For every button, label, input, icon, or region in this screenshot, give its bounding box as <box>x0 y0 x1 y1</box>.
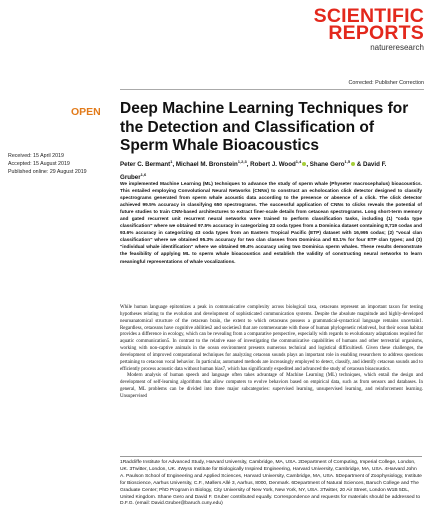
author-entry <box>250 161 306 168</box>
body-paragraph: Modern analysis of human speech and language often takes advantage of Machine Learning (ML) techniques, which entail the design and development of self-learning algorithms that allow computers to evolve behaviors based on empirical data, such as from sensors and databases. In general, ML problems can be divided into three major subcategories: supervised learning, unsupervised learning, and reinforcement learning. Unsupervised <box>120 373 423 399</box>
header-divider <box>120 89 424 90</box>
orcid-icon[interactable] <box>351 162 355 166</box>
correction-notice[interactable]: Corrected: Publisher Correction <box>348 80 424 86</box>
author-entry <box>120 161 172 168</box>
publication-dates <box>8 152 87 177</box>
author-affiliation-marks: 1,5 <box>344 159 351 164</box>
author-name[interactable]: Michael M. Bronstein <box>175 161 238 169</box>
publisher-name: natureresearch <box>370 43 424 52</box>
open-access-label: OPEN <box>71 106 101 118</box>
journal-brand-line2: REPORTS <box>328 22 424 44</box>
author-list: Peter C. Bermant$^1$, Michael M. Bronstein$^{1,2,3}$, Robert J. Wood$^{1,4}$ , Shane Gero$^{1,5}$ & David F. Gruber$^{1,6}$ <box>120 159 387 181</box>
author-entry <box>310 161 355 168</box>
received-date: Received: 15 April 2019 <box>8 153 64 159</box>
author-name[interactable]: David F. Gruber <box>120 161 387 181</box>
orcid-icon[interactable] <box>302 162 306 166</box>
author-affiliation-marks: 1,6 <box>140 171 147 177</box>
author-name[interactable]: Peter C. Bermant <box>120 161 171 169</box>
author-entry <box>176 161 247 168</box>
author-affiliations: 1Radcliffe Institute for Advanced Study, Harvard University, Cambridge, MA, USA. 2Department of Computing, Imperial College, London, UK. 3Twitter, London, UK. 4Wyss Institute for Biologically Inspired Engineering, Harvard University, Cambridge, MA, USA. 4Harvard John A. Paulson School of Engineering and Applied Sciences, Harvard University, Cambridge, MA, USA. 5Department of Zoophysiology, Institute for Bioscience, Aarhus University, C.F., Møllers Allé 3, Aarhus, 8000, Denmark. 6Department of Natural Sciences, Baruch College and The Graduate Center; PhD Program in Biology, City University of New York, New York, NY, USA. 3Twitter, 20 Air Street, London W1B 5DL, United Kingdom. Shane Gero and David F. Gruber contributed equally. Correspondence and requests for materials should be addressed to D.F.G. (email: David.Gruber@baruch.cuny.edu) <box>120 460 422 507</box>
author-affiliation-marks: 1,4 <box>295 159 302 164</box>
author-affiliation-marks: 1,2,3 <box>237 159 247 164</box>
published-date: Published online: 29 August 2019 <box>8 169 87 176</box>
author-name[interactable]: Shane Gero <box>309 161 345 169</box>
journal-masthead <box>313 5 424 52</box>
footnote-divider <box>120 456 422 457</box>
journal-brand-line1: SCIENTIFIC <box>313 5 424 27</box>
body-paragraph: While human language epitomizes a peak in communicative complexity across biological taxa, cetaceans represent an important taxon for testing hypotheses relating to the evolution and development of sophisticated communication systems. Despite the absolute magnitude and highly-developed neuroanatomical structure of the cetacean brain, the extent to which cetaceans possess a grammatical-syntactical language remains uncertain1. Regardless, cetaceans have cognitive abilities2 and societies3 that are commensurate with those of human phylogenetic relatives4, but their ocean habitat provides a difference in ecology, which can be revealing from a comparative perspective, especially with regards to evolutionary adaptations required for aquatic communication5. In contrast to the relative ease of investigating the communicative capabilities of humans and other terrestrial organisms, working with non-captive animals in the ocean environment presents numerous technical and logistical difficulties6. Given these challenges, the development of improved computational techniques for analyzing cetacean sounds plays an important role in enabling researchers to address questions pertaining to cetacean vocal behavior. In particular, automated methods are increasingly employed to detect, classify, and identify cetacean sounds and to efficiently process acoustic data without human bias7, which has significantly expedited and advanced the study of cetacean bioacoustics. <box>120 305 423 372</box>
accepted-date: Accepted: 15 August 2019 <box>8 161 70 168</box>
article-title: Deep Machine Learning Techniques for the Detection and Classification of Sperm Whale Bioacoustics <box>120 100 409 154</box>
abstract: We implemented Machine Learning (ML) techniques to advance the study of sperm whale (Physeter macrocephalus) bioacoustics. This entailed employing Convolutional Neural Networks (CNNs) to construct an echolocation click detector designed to classify spectrograms generated from sperm whale acoustic data according to the presence or absence of a click. The click detector achieved 99.5% accuracy in classifying 650 spectrograms. The successful application of CNNs to clicks reveals the potential of future studies to train CNN-based architectures to extract finer-scale details from cetacean spectrograms. Long short-term memory and gated recurrent unit recurrent neural networks were trained to perform classification tasks, including (1) "coda type classification" where we obtained 97.5% accuracy in categorizing 23 coda types from a Dominica dataset containing 8,719 codas and 93.6% accuracy in categorizing 43 coda types from an Eastern Tropical Pacific (ETP) dataset with 16,995 codas; (2) "vocal clan classification" where we obtained 95.3% accuracy for two clan classes from Dominica and 93.1% for four ETP clan types; and (3) "individual whale identification" where we obtained 99.4% accuracy using two Dominica sperm whales. These results demonstrate the feasibility of applying ML to sperm whale bioacoustics and establish the validity of constructing neural networks to learn meaningful representations of whale vocalizations. <box>120 182 422 265</box>
article-body <box>120 305 423 401</box>
author-name[interactable]: Robert J. Wood <box>250 161 296 169</box>
author-affiliation-marks: 1 <box>170 159 173 164</box>
